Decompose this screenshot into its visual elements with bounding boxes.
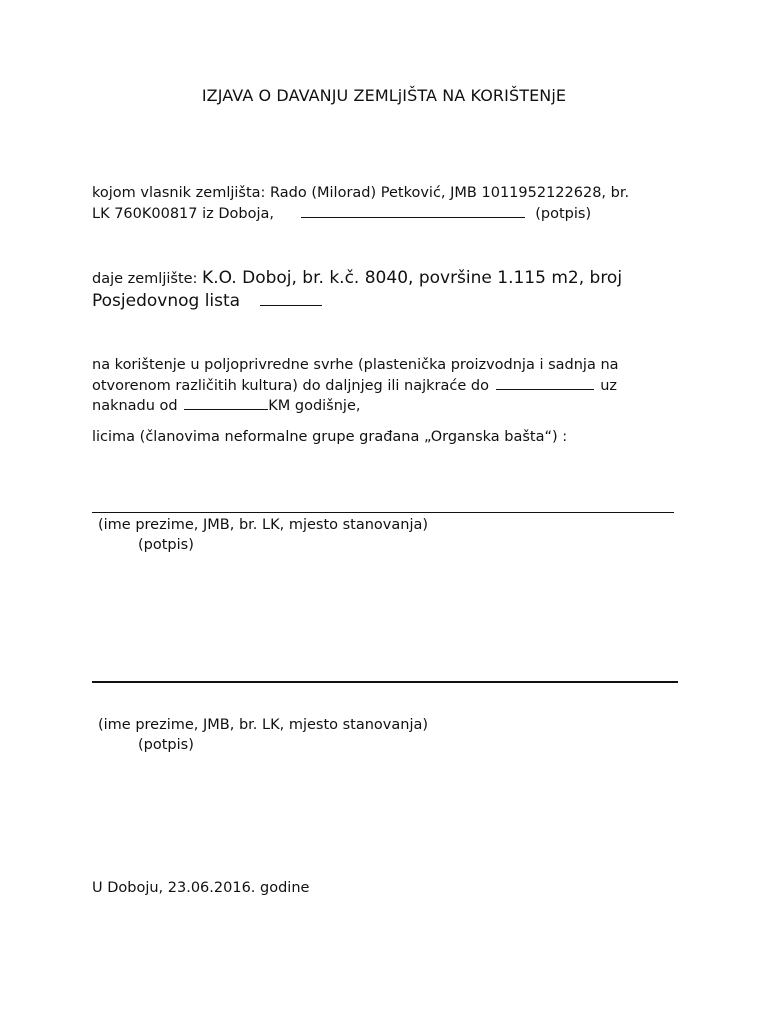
signature-line-1[interactable] (92, 512, 674, 513)
signature-info-label-1: (ime prezime, JMB, br. LK, mjesto stanovanja) (98, 517, 429, 533)
signature-info-label-2: (ime prezime, JMB, br. LK, mjesto stanovanja) (98, 717, 429, 733)
purpose-line-1: na korištenje u poljoprivredne svrhe (plastenička proizvodnja i sadnja na (92, 357, 619, 373)
signature-label-2: (potpis) (138, 737, 194, 753)
owner-line-2-text: LK 760K00817 iz Doboja, (92, 206, 275, 222)
owner-line-2 (92, 203, 591, 224)
purpose-line-3 (92, 395, 361, 416)
purpose-line-2-text: otvorenom različitih kultura) do daljnjeg ili najkraće do (92, 378, 489, 394)
recipients-line: licima (članovima neformalne grupe građana „Organska bašta“) : (92, 429, 568, 445)
owner-signature-label: (potpis) (535, 206, 592, 222)
land-line-2 (92, 289, 322, 313)
duration-blank[interactable] (496, 375, 594, 390)
fee-label: naknadu od (92, 398, 178, 414)
owner-line-1: kojom vlasnik zemljišta: Rado (Milorad) Petković, JMB 1011952122628, br. (92, 185, 630, 201)
fee-unit-label: KM godišnje, (268, 398, 361, 414)
land-parcel-info: K.O. Doboj, br. k.č. 8040, površine 1.115 m2, broj (202, 268, 623, 288)
land-posjedovni-list-label: Posjedovnog lista (92, 291, 241, 311)
land-prefix: daje zemljište: (92, 271, 198, 287)
fee-blank[interactable] (184, 395, 268, 410)
place-date: U Doboju, 23.06.2016. godine (92, 880, 310, 896)
document-title: IZJAVA O DAVANJU ZEMLjIŠTA NA KORIŠTENjE (201, 86, 567, 105)
posjedovni-list-blank[interactable] (260, 289, 322, 306)
land-line-1 (92, 266, 622, 290)
purpose-line-2-suffix: uz (600, 378, 617, 394)
owner-signature-blank[interactable] (301, 203, 525, 218)
purpose-line-2 (92, 375, 617, 396)
signature-line-2[interactable] (92, 681, 678, 683)
signature-label-1: (potpis) (138, 537, 194, 553)
